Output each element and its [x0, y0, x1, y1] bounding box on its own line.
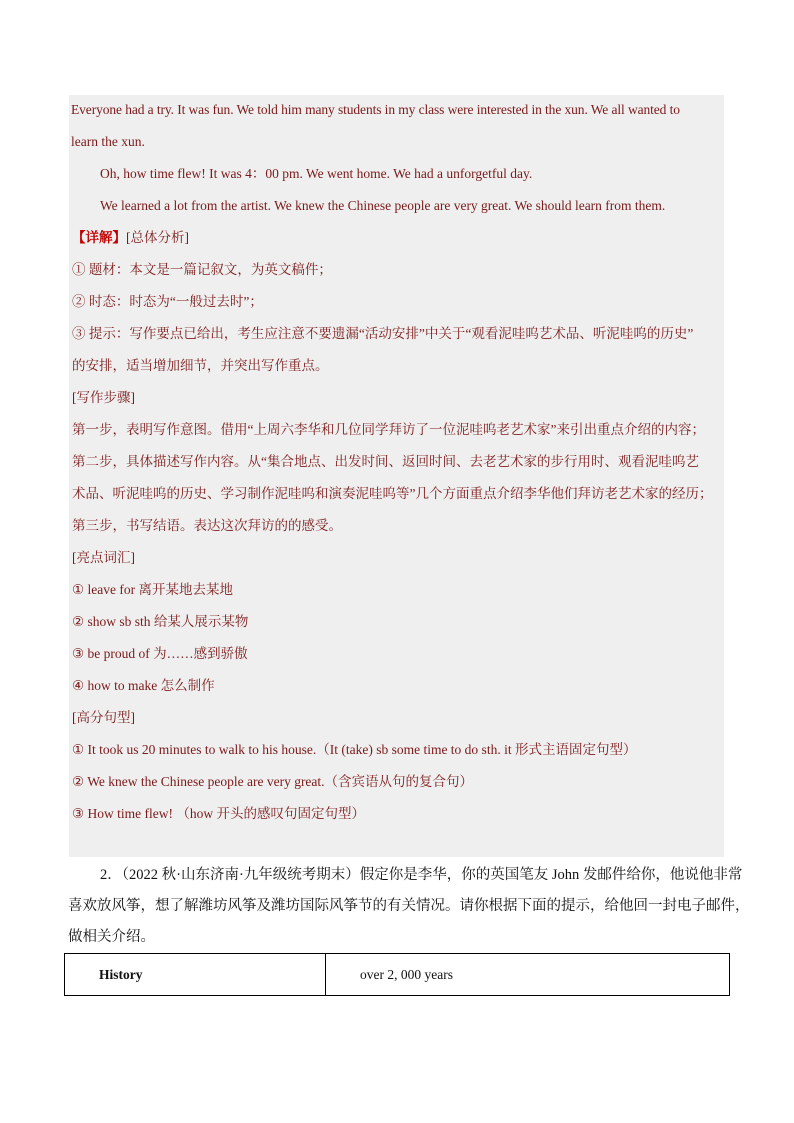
vocab-item: ④ how to make 怎么制作: [72, 678, 215, 693]
step-line: 术品、听泥哇呜的历史、学习制作泥哇呜和演奏泥哇呜等”几个方面重点介绍李华他们拜访老艺术家的经历；: [72, 486, 713, 501]
vocab-title: [亮点词汇]: [72, 550, 135, 565]
question-line: 做相关介绍。: [68, 929, 155, 945]
sentence-item: ① It took us 20 minutes to walk to his house.（It (take) sb some time to do sth. it 形式主语固定句型）: [72, 742, 637, 757]
step-line: 第一步，表明写作意图。借用“上周六李华和几位同学拜访了一位泥哇呜老艺术家”来引出重点介绍的内容；: [72, 422, 705, 437]
detail-mark: 【详解】: [72, 230, 126, 245]
sentence-item: ② We knew the Chinese people are very great.（含宾语从句的复合句）: [72, 774, 474, 789]
kite-info-table: [64, 953, 730, 996]
step-line: 第三步，书写结语。表达这次拜访的的感受。: [72, 518, 342, 533]
history-value: over 2, 000 years: [326, 954, 730, 996]
vocab-item: ③ be proud of 为……感到骄傲: [72, 646, 248, 661]
essay-line: learn the xun.: [71, 134, 145, 149]
vocab-item: ② show sb sth 给某人展示某物: [72, 614, 249, 629]
analysis-point: 的安排，适当增加细节，并突出写作重点。: [72, 358, 329, 373]
sentences-title: [高分句型]: [72, 710, 135, 725]
analysis-point: ③ 提示：写作要点已给出，考生应注意不要遗漏“活动安排”中关于“观看泥哇呜艺术品、听泥哇呜的历史”: [72, 326, 694, 341]
vocab-item: ① leave for 离开某地去某地: [72, 582, 233, 597]
question-line: 喜欢放风筝，想了解潍坊风筝及潍坊国际风筝节的有关情况。请你根据下面的提示，给他回一封电子邮件，: [68, 898, 750, 914]
history-label: History: [65, 954, 326, 996]
steps-title: [写作步骤]: [72, 390, 135, 405]
essay-line: Oh, how time flew! It was 4：00 pm. We went home. We had a unforgetful day.: [100, 166, 533, 181]
sentence-item: ③ How time flew! （how 开头的感叹句固定句型）: [72, 806, 365, 821]
step-line: 第二步，具体描述写作内容。从“集合地点、出发时间、返回时间、去老艺术家的步行用时、观看泥哇呜艺: [72, 454, 699, 469]
question-line: 2．（2022 秋·山东济南·九年级统考期末）假定你是李华，你的英国笔友 John 发邮件给你，他说他非常: [100, 867, 743, 883]
overall-analysis-label: [总体分析]: [126, 230, 189, 245]
analysis-point: ② 时态：时态为“一般过去时”；: [72, 294, 263, 309]
essay-line: Everyone had a try. It was fun. We told him many students in my class were interested in the xun. We all wanted to: [71, 102, 680, 117]
analysis-header: [72, 230, 189, 246]
essay-line: We learned a lot from the artist. We knew the Chinese people are very great. We should learn from them.: [100, 198, 666, 213]
table-row: [65, 954, 730, 996]
analysis-point: ① 题材：本文是一篇记叙文，为英文稿件；: [72, 262, 332, 277]
